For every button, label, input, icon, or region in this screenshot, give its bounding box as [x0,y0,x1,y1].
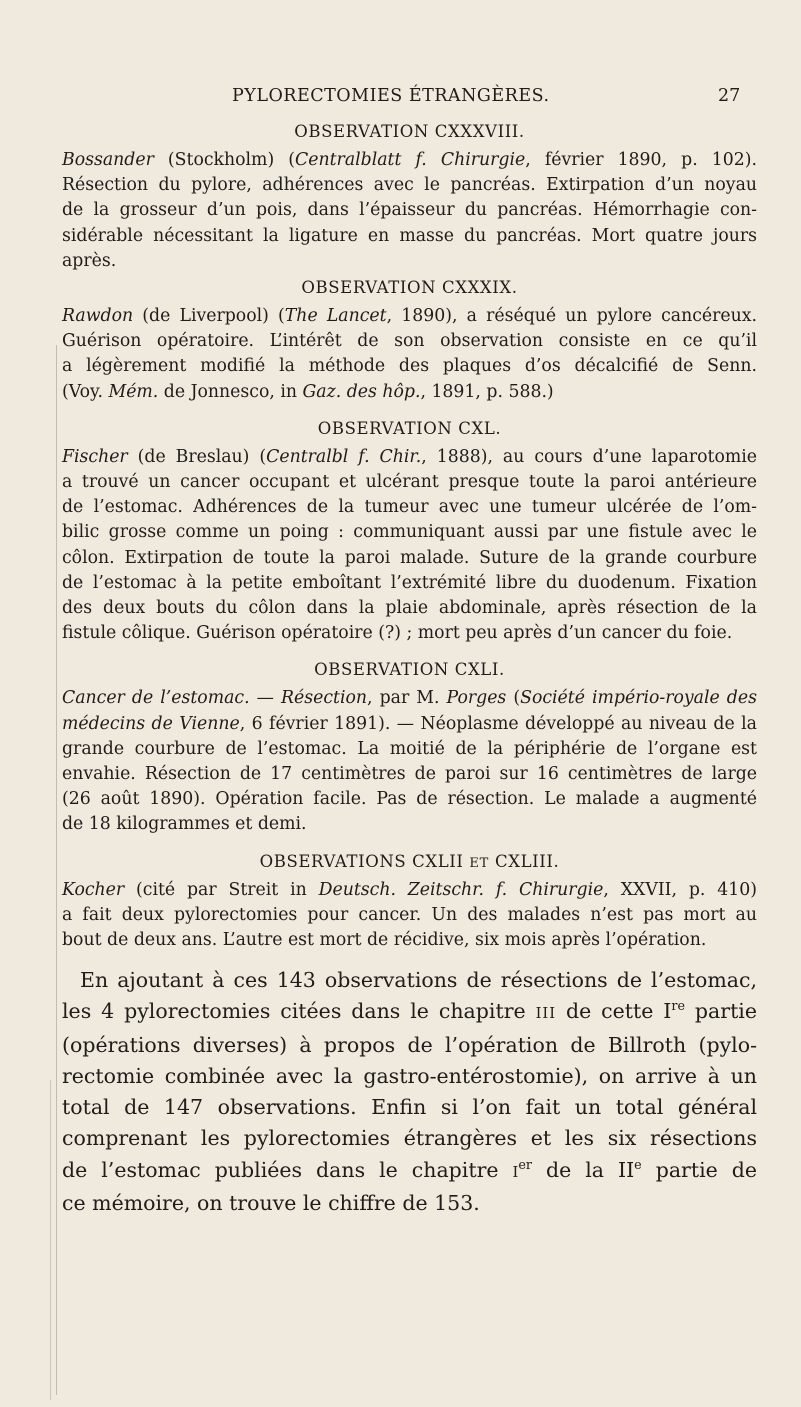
observation-text: Rawdon (de Liverpool) (The Lancet, 1890), a réséqué un pylore cancéreux. Guérison opératoire. L’intérêt de son observation consiste en ce qu’il a légèrement modifié la méthode des plaques d’os décalcifié de Senn. (Voy. Mém. de Jonnesco, in Gaz. des hôp., 1891, p. 588.) [62,306,757,402]
observation-heading: OBSERVATIONS CXLII ET CXLIII. [259,851,560,871]
conclusion-paragraph: En ajoutant à ces 143 observations de résections de l’estomac, les 4 pylorectomies citées dans le chapitre III de cette Ire partie (opérations diverses) à propos de l’opération de Billroth (pylo- rectomie combinée avec la gastro-entérostomie), on arrive à un total de 147 observations. Enfin si l’on fait un total général comprenant les pylorectomies étrangères et les six résections de l’estomac publiées dans le chapitre Ier de la IIe partie de ce mémoire, on trouve le chiffre de 153. [62,968,758,1215]
binding-edge-lower [50,1080,51,1400]
page-number: 27 [718,86,741,106]
binding-edge [56,345,57,1395]
observation-text: Fischer (de Breslau) (Centralbl f. Chir., 1888), au cours d’une laparotomie a trouvé un cancer occupant et ulcérant presque toute la paroi antérieure de l’estomac. Adhérences de la tumeur avec une tumeur ulcérée de l’om- bilic grosse comme un poing : communiquant aussi par une fistule avec le côlon. Extirpation de toute la paroi malade. Suture de la grande courbure de l’estomac à la petite emboîtant l’extrémité libre du duodenum. Fixation des deux bouts du côlon dans la plaie abdominale, après résection de la fistule côlique. Guérison opératoire (?) ; mort peu après d’un cancer du foie. [62,446,757,644]
observation-heading: OBSERVATION CXXXIX. [301,278,518,298]
observation-heading: OBSERVATION CXLI. [314,660,505,680]
observation-text: Cancer de l’estomac. — Résection, par M. Porges (Société império-royale des médecins de Vienne, 6 février 1891). — Néoplasme développé au niveau de la grande courbure de l’estomac. La moitié de la périphérie de l’organe est envahie. Résection de 17 centimètres de paroi sur 16 centimètres de large (26 août 1890). Opération facile. Pas de résection. Le malade a augmenté de 18 kilogrammes et demi. [62,688,757,835]
observation-heading: OBSERVATION CXL. [317,418,502,438]
observation-heading: OBSERVATION CXXXVIII. [294,122,525,141]
observation-text: Bossander (Stockholm) (Centralblatt f. Chirurgie, février 1890, p. 102). Résection du pylore, adhérences avec le pancréas. Extirpation d’un noyau de la grosseur d’un pois, dans l’épaisseur du pancréas. Hémorrhagie con- sidérable nécessitant la ligature en masse du pancréas. Mort quatre jours après. [62,150,757,271]
running-title: PYLORECTOMIES ÉTRANGÈRES. [232,86,550,106]
page-content [62,118,757,1219]
observation-text: Kocher (cité par Streit in Deutsch. Zeitschr. f. Chirurgie, XXVII, p. 410) a fait deux pylorectomies pour cancer. Un des malades n’est pas mort au bout de deux ans. L’autre est mort de récidive, six mois après l’opération. [62,879,757,951]
